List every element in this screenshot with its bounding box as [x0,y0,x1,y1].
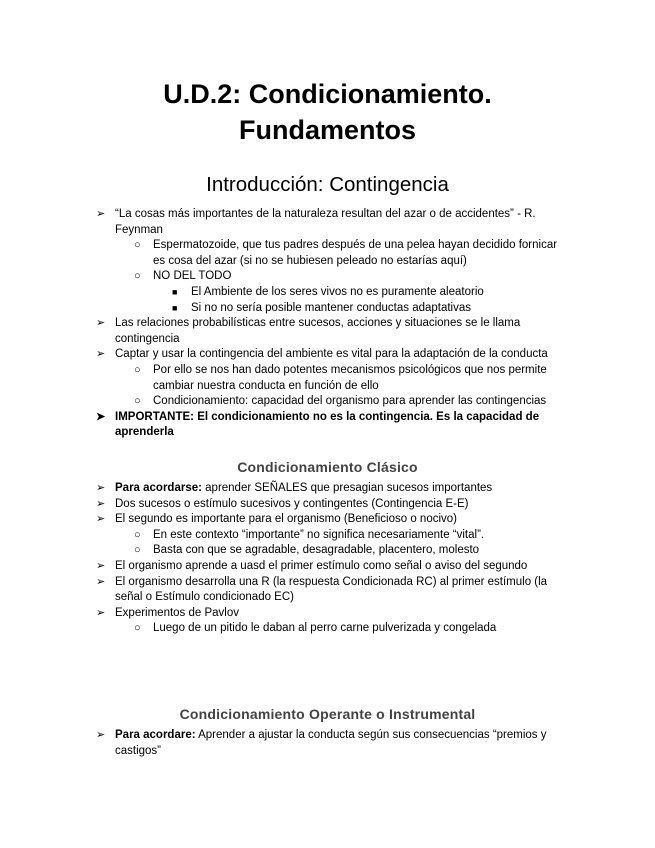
list-item [0,347,655,363]
circle-bullet-icon: ○ [134,270,141,283]
list-item-text: Captar y usar la contingencia del ambiente es vital para la adaptación de la conducta [115,348,548,361]
list-item [0,269,655,285]
list-item [0,575,655,606]
circle-bullet-icon: ○ [134,395,141,408]
square-bullet-icon: ■ [172,302,178,313]
circle-bullet-icon: ○ [134,544,141,557]
arrow-bullet-icon: ➢ [96,513,106,526]
list-item [0,497,655,513]
list-item [0,621,655,637]
list-item-text: El organismo desarrolla una R (la respuesta Condicionada RC) al primer estímulo (la señal o Estímulo condicionado EC) [115,575,548,604]
arrow-bullet-icon: ➢ [96,482,106,494]
list-item-text: NO DEL TODO [153,270,232,283]
arrow-bullet-icon: ➢ [96,348,106,361]
arrow-bullet-icon: ➢ [96,606,106,619]
page-title-line-2: Fundamentos [238,115,416,145]
list-item-text: El Ambiente de los seres vivos no es puramente aleatorio [191,285,484,298]
arrow-bullet-icon: ➢ [96,559,106,572]
list-item-text: aprender SEÑALES que presagian sucesos importantes [201,482,493,494]
list-item-text: Las relaciones probabilísticas entre sucesos, acciones y situaciones se le llama contingencia [115,317,521,345]
list-item-text: Experimentos de Pavlov [115,606,240,619]
list-item [0,285,655,301]
list-item [0,394,655,410]
list-item-text: “La cosas más importantes de la naturaleza resultan del azar o de accidentes” - R. Feynman [115,208,536,236]
list-item [0,481,655,497]
circle-bullet-icon: ○ [134,528,141,541]
section-heading-clasico: Condicionamiento Clásico [237,459,418,475]
list-item-text: Espermatozoide, que tus padres después de una pelea hayan decidido fornicar es cosa del azar (si no se hubiesen peleado no estarías aquí) [153,239,558,267]
section-heading-operante: Condicionamiento Operante o Instrumental [179,706,476,722]
list-item [0,512,655,528]
list-item-text: IMPORTANTE: El condicionamiento no es la contingencia. Es la capacidad de aprenderla [115,410,540,439]
list-item-text: Luego de un pitido le daban al perro carne pulverizada y congelada [153,622,497,635]
arrow-bullet-icon: ➢ [96,208,106,220]
list-item [0,606,655,622]
arrow-bullet-icon: ➤ [96,410,106,423]
arrow-bullet-icon: ➢ [96,729,106,741]
list-item-text: El organismo aprende a uasd el primer estímulo como señal o aviso del segundo [115,559,528,572]
list-item-text: En este contexto “importante” no significa necesariamente “vital”. [153,528,485,541]
page-title [0,76,655,148]
list-item-label: Para acordare: [115,729,196,741]
list-item [0,559,655,575]
circle-bullet-icon: ○ [134,622,141,635]
arrow-bullet-icon: ➢ [96,497,106,510]
section-operante-list [0,728,655,759]
list-item-text: Basta con que se agradable, desagradable, placentero, molesto [153,544,480,557]
list-item [0,410,655,441]
list-item [0,363,655,394]
circle-bullet-icon: ○ [134,363,141,376]
arrow-bullet-icon: ➢ [96,317,106,330]
page-title-line-1: U.D.2: Condicionamiento. [163,79,492,109]
list-item-text: Aprender a ajustar la conducta según sus consecuencias “premios y castigos” [115,729,547,757]
list-item [0,301,655,317]
section-introduccion-list [0,207,655,441]
square-bullet-icon: ■ [172,286,178,297]
list-item-text: Condicionamiento: capacidad del organismo para aprender las contingencias [153,395,547,408]
arrow-bullet-icon: ➢ [96,575,106,588]
list-item [0,728,655,759]
list-item [0,316,655,347]
list-item-text: Dos sucesos o estímulo sucesivos y contingentes (Contingencia E-E) [115,497,469,510]
list-item [0,543,655,559]
list-item [0,207,655,238]
list-item-text: Por ello se nos han dado potentes mecanismos psicológicos que nos permite cambiar nuestra conducta en función de ello [153,363,547,392]
list-item [0,238,655,269]
circle-bullet-icon: ○ [134,239,141,252]
section-heading-introduccion: Introducción: Contingencia [206,173,449,196]
list-item-text: Si no no sería posible mantener conductas adaptativas [191,301,472,314]
list-item-text: El segundo es importante para el organismo (Beneficioso o nocivo) [115,513,457,526]
list-item [0,528,655,544]
section-clasico-list [0,481,655,637]
list-item-label: Para acordarse: [115,482,202,494]
